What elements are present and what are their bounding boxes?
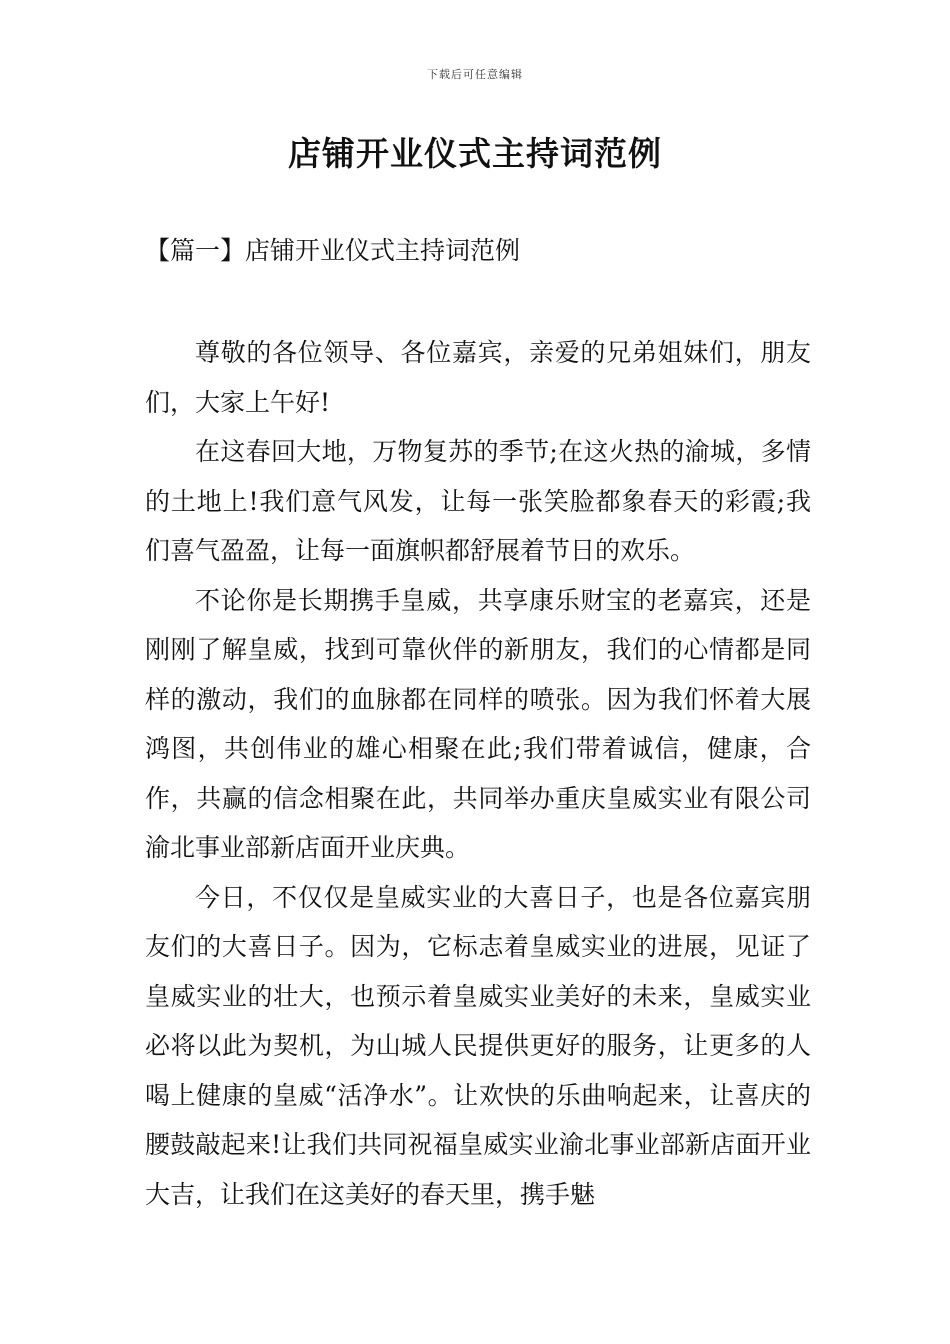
paragraph: 今日，不仅仅是皇威实业的大喜日子，也是各位嘉宾朋友们的大喜日子。因为，它标志着皇威实业的进展，见证了皇威实业的壮大，也预示着皇威实业美好的未来，皇威实业必将以此为契机，为山城人民提供更好的服务，让更多的人喝上健康的皇威“活净水”。让欢快的乐曲响起来，让喜庆的腰鼓敲起来!让我们共同祝福皇威实业渝北事业部新店面开业大吉，让我们在这美好的春天里，携手魅 [145,882,811,1209]
document-body [145,328,811,1219]
paragraph: 尊敬的各位领导、各位嘉宾，亲爱的兄弟姐妹们，朋友们，大家上午好! [145,338,811,417]
paragraph: 不论你是长期携手皇威，共享康乐财宝的老嘉宾，还是刚刚了解皇威，找到可靠伙伴的新朋友，我们的心情都是同样的激动，我们的血脉都在同样的喷张。因为我们怀着大展鸿图，共创伟业的雄心相聚在此;我们带着诚信，健康，合作，共赢的信念相聚在此，共同举办重庆皇威实业有限公司渝北事业部新店面开业庆典。 [145,585,811,862]
paragraph: 在这春回大地，万物复苏的季节;在这火热的渝城，多情的土地上!我们意气风发，让每一张笑脸都象春天的彩霞;我们喜气盈盈，让每一面旗帜都舒展着节日的欢乐。 [145,437,811,565]
section-heading: 【篇一】店铺开业仪式主持词范例 [145,236,521,265]
document-title: 店铺开业仪式主持词范例 [288,134,662,173]
header-note: 下载后可任意编辑 [427,68,523,81]
